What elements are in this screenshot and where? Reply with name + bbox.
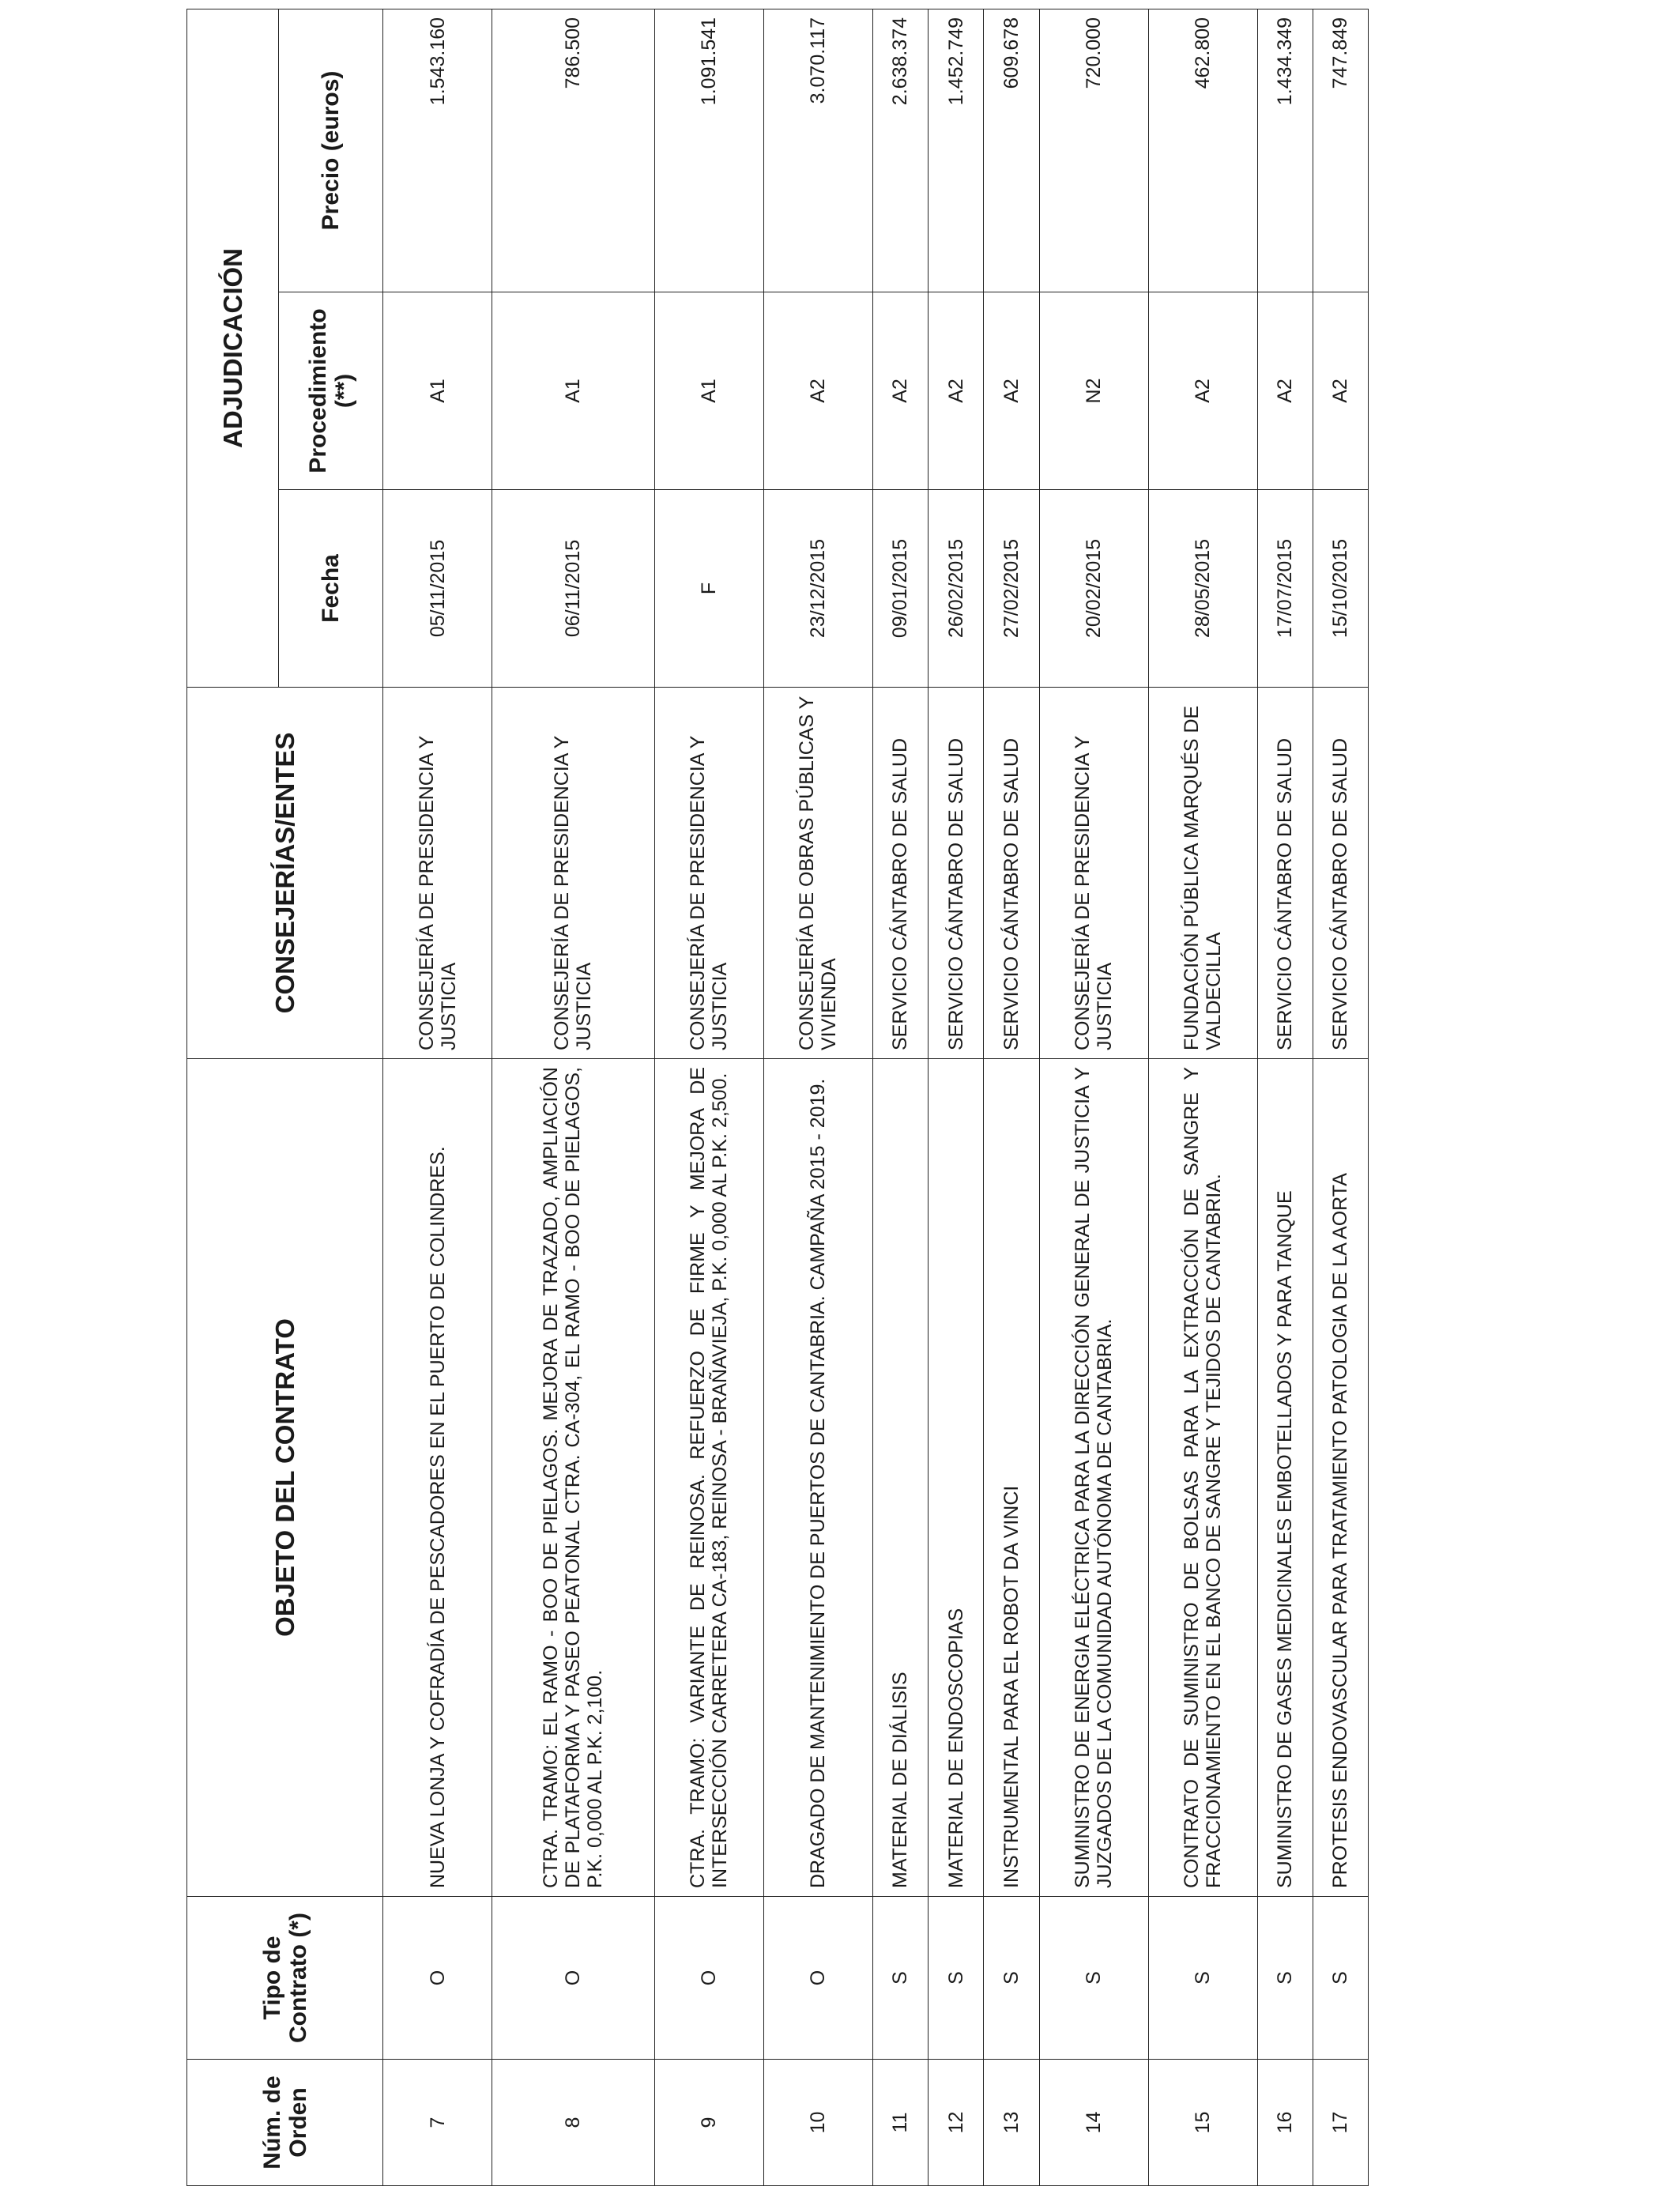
ente-cell: SERVICIO CÁNTABRO DE SALUD [1257, 688, 1313, 1059]
ente-cell: CONSEJERÍA DE OBRAS PÚBLICAS Y VIVIENDA [763, 688, 872, 1059]
tipo-cell: O [654, 1897, 763, 2060]
num-cell: 14 [1039, 2060, 1148, 2186]
objeto-cell: INSTRUMENTAL PARA EL ROBOT DA VINCI [984, 1059, 1039, 1897]
tipo-cell: S [929, 1897, 984, 2060]
fecha-cell: 17/07/2015 [1257, 490, 1313, 688]
ente-cell: CONSEJERÍA DE PRESIDENCIA Y JUSTICIA [492, 688, 655, 1059]
tipo-cell: O [492, 1897, 655, 2060]
ente-cell: FUNDACIÓN PÚBLICA MARQUÉS DE VALDECILLA [1148, 688, 1257, 1059]
tipo-cell: S [872, 1897, 928, 2060]
precio-cell: 609.678 [984, 9, 1039, 292]
tipo-cell: O [763, 1897, 872, 2060]
objeto-cell: CTRA. TRAMO: EL RAMO - BOO DE PIELAGOS. MEJORA DE TRAZADO, AMPLIACIÓN DE PLATAFORMA Y PASEO PEATONAL CTRA. CA-304, EL RAMO - BOO DE PIELAGOS, P.K. 0,000 AL P.K. 2,100. [492, 1059, 655, 1897]
precio-cell: 2.638.374 [872, 9, 928, 292]
objeto-cell: CTRA. TRAMO: VARIANTE DE REINOSA. REFUERZO DE FIRME Y MEJORA DE INTERSECCIÓN CARRETERA CA-183, REINOSA - BRAÑAVIEJA, P.K. 0,000 AL P.K. 2,500. [654, 1059, 763, 1897]
tipo-cell: S [1313, 1897, 1368, 2060]
header-objeto: OBJETO DEL CONTRATO [187, 1059, 383, 1897]
proc-cell: N2 [1039, 292, 1148, 490]
table-row [984, 9, 1039, 2185]
objeto-cell: CONTRATO DE SUMINISTRO DE BOLSAS PARA LA EXTRACCIÓN DE SANGRE Y FRACCIONAMIENTO EN EL BANCO DE SANGRE Y TEJIDOS DE CANTABRIA. [1148, 1059, 1257, 1897]
header-adjudicacion: ADJUDICACIÓN [187, 9, 279, 687]
num-cell: 15 [1148, 2060, 1257, 2186]
header-num-orden: Núm. de Orden [187, 2060, 383, 2186]
num-cell: 13 [984, 2060, 1039, 2186]
header-fecha: Fecha [279, 490, 383, 688]
fecha-cell: 09/01/2015 [872, 490, 928, 688]
proc-cell: A2 [929, 292, 984, 490]
ente-cell: SERVICIO CÁNTABRO DE SALUD [872, 688, 928, 1059]
objeto-cell: PROTESIS ENDOVASCULAR PARA TRATAMIENTO PATOLOGIA DE LA AORTA [1313, 1059, 1368, 1897]
tipo-cell: S [1257, 1897, 1313, 2060]
proc-cell: A1 [654, 292, 763, 490]
fecha-cell: 15/10/2015 [1313, 490, 1368, 688]
tipo-cell: O [383, 1897, 492, 2060]
objeto-cell: DRAGADO DE MANTENIMIENTO DE PUERTOS DE CANTABRIA. CAMPAÑA 2015 - 2019. [763, 1059, 872, 1897]
ente-cell: SERVICIO CÁNTABRO DE SALUD [929, 688, 984, 1059]
proc-cell: A1 [492, 292, 655, 490]
tipo-cell: S [984, 1897, 1039, 2060]
fecha-cell: 20/02/2015 [1039, 490, 1148, 688]
fecha-cell: 06/11/2015 [492, 490, 655, 688]
num-cell: 10 [763, 2060, 872, 2186]
num-cell: 8 [492, 2060, 655, 2186]
precio-cell: 1.452.749 [929, 9, 984, 292]
ente-cell: SERVICIO CÁNTABRO DE SALUD [984, 688, 1039, 1059]
precio-cell: 747.849 [1313, 9, 1368, 292]
ente-cell: CONSEJERÍA DE PRESIDENCIA Y JUSTICIA [383, 688, 492, 1059]
header-consejerias: CONSEJERÍAS/ENTES [187, 688, 383, 1059]
objeto-cell: NUEVA LONJA Y COFRADÍA DE PESCADORES EN EL PUERTO DE COLINDRES. [383, 1059, 492, 1897]
table-row [1257, 9, 1313, 2185]
objeto-cell: MATERIAL DE ENDOSCOPIAS [929, 1059, 984, 1897]
objeto-cell: SUMINISTRO DE ENERGIA ELÉCTRICA PARA LA DIRECCIÓN GENERAL DE JUSTICIA Y JUZGADOS DE LA COMUNIDAD AUTÓNOMA DE CANTABRIA. [1039, 1059, 1148, 1897]
contracts-table [186, 9, 1369, 2186]
table-row [492, 9, 655, 2185]
header-precio: Precio (euros) [279, 9, 383, 292]
table-row [654, 9, 763, 2185]
table-row [872, 9, 928, 2185]
precio-cell: 3.070.117 [763, 9, 872, 292]
table-row [1313, 9, 1368, 2185]
num-cell: 11 [872, 2060, 928, 2186]
precio-cell: 720.000 [1039, 9, 1148, 292]
precio-cell: 1.434.349 [1257, 9, 1313, 292]
proc-cell: A2 [872, 292, 928, 490]
proc-cell: A2 [984, 292, 1039, 490]
table-row [763, 9, 872, 2185]
precio-cell: 1.091.541 [654, 9, 763, 292]
num-cell: 17 [1313, 2060, 1368, 2186]
ente-cell: SERVICIO CÁNTABRO DE SALUD [1313, 688, 1368, 1059]
tipo-cell: S [1148, 1897, 1257, 2060]
fecha-cell: 05/11/2015 [383, 490, 492, 688]
num-cell: 7 [383, 2060, 492, 2186]
precio-cell: 786.500 [492, 9, 655, 292]
fecha-cell: F [654, 490, 763, 688]
fecha-cell: 26/02/2015 [929, 490, 984, 688]
proc-cell: A1 [383, 292, 492, 490]
fecha-cell: 23/12/2015 [763, 490, 872, 688]
proc-cell: A2 [763, 292, 872, 490]
fecha-cell: 28/05/2015 [1148, 490, 1257, 688]
table-row [383, 9, 492, 2185]
ente-cell: CONSEJERÍA DE PRESIDENCIA Y JUSTICIA [1039, 688, 1148, 1059]
tipo-cell: S [1039, 1897, 1148, 2060]
table-row [1039, 9, 1148, 2185]
header-procedimiento: Procedimiento (**) [279, 292, 383, 490]
num-cell: 12 [929, 2060, 984, 2186]
precio-cell: 1.543.160 [383, 9, 492, 292]
fecha-cell: 27/02/2015 [984, 490, 1039, 688]
table-row [1148, 9, 1257, 2185]
precio-cell: 462.800 [1148, 9, 1257, 292]
proc-cell: A2 [1257, 292, 1313, 490]
proc-cell: A2 [1148, 292, 1257, 490]
num-cell: 16 [1257, 2060, 1313, 2186]
objeto-cell: SUMINISTRO DE GASES MEDICINALES EMBOTELLADOS Y PARA TANQUE [1257, 1059, 1313, 1897]
table-row [929, 9, 984, 2185]
objeto-cell: MATERIAL DE DIÁLISIS [872, 1059, 928, 1897]
header-tipo-contrato: Tipo de Contrato (*) [187, 1897, 383, 2060]
proc-cell: A2 [1313, 292, 1368, 490]
num-cell: 9 [654, 2060, 763, 2186]
ente-cell: CONSEJERÍA DE PRESIDENCIA Y JUSTICIA [654, 688, 763, 1059]
